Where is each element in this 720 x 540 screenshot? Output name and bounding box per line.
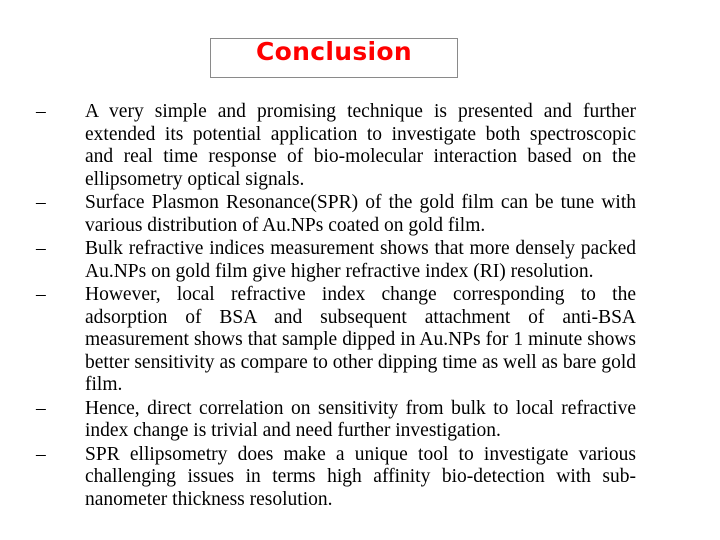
bullet-item bbox=[36, 101, 636, 191]
bullet-dash: – bbox=[36, 443, 46, 465]
bullet-item bbox=[36, 238, 636, 283]
slide-title: Conclusion bbox=[256, 37, 412, 66]
bullet-dash: – bbox=[36, 238, 46, 260]
bullet-item bbox=[36, 284, 636, 397]
bullet-dash: – bbox=[36, 101, 46, 122]
bullet-text: SPR ellipsometry does make a unique tool to investigate various challenging issues in terms high affinity bio-detection with sub-nanometer thickness resolution. bbox=[85, 443, 636, 510]
bullet-text: Hence, direct correlation on sensitivity from bulk to local refractive index change is trivial and need further investigation. bbox=[85, 397, 636, 442]
bullet-dash: – bbox=[36, 284, 46, 306]
bullet-item bbox=[36, 444, 636, 512]
bullet-text: A very simple and promising technique is presented and further extended its potential application to investigate both spectroscopic and real time response of bio-molecular interaction based on the ellipsometry optical signals. bbox=[85, 101, 636, 190]
bullet-text: Surface Plasmon Resonance(SPR) of the gold film can be tune with various distribution of Au.NPs coated on gold film. bbox=[85, 192, 636, 236]
bullet-text: However, local refractive index change corresponding to the adsorption of BSA and subsequent attachment of anti-BSA measurement shows that sample dipped in Au.NPs for 1 minute shows better sensitivity as compare to other dipping time as well as bare gold film. bbox=[85, 284, 636, 396]
bullet-text: Bulk refractive indices measurement shows that more densely packed Au.NPs on gold film give higher refractive index (RI) resolution. bbox=[85, 238, 636, 282]
bullet-dash: – bbox=[36, 397, 46, 419]
bullet-dash: – bbox=[36, 192, 46, 214]
bullet-item bbox=[36, 398, 636, 443]
bullet-list bbox=[36, 101, 636, 513]
title-box bbox=[210, 38, 458, 78]
bullet-item bbox=[36, 192, 636, 237]
